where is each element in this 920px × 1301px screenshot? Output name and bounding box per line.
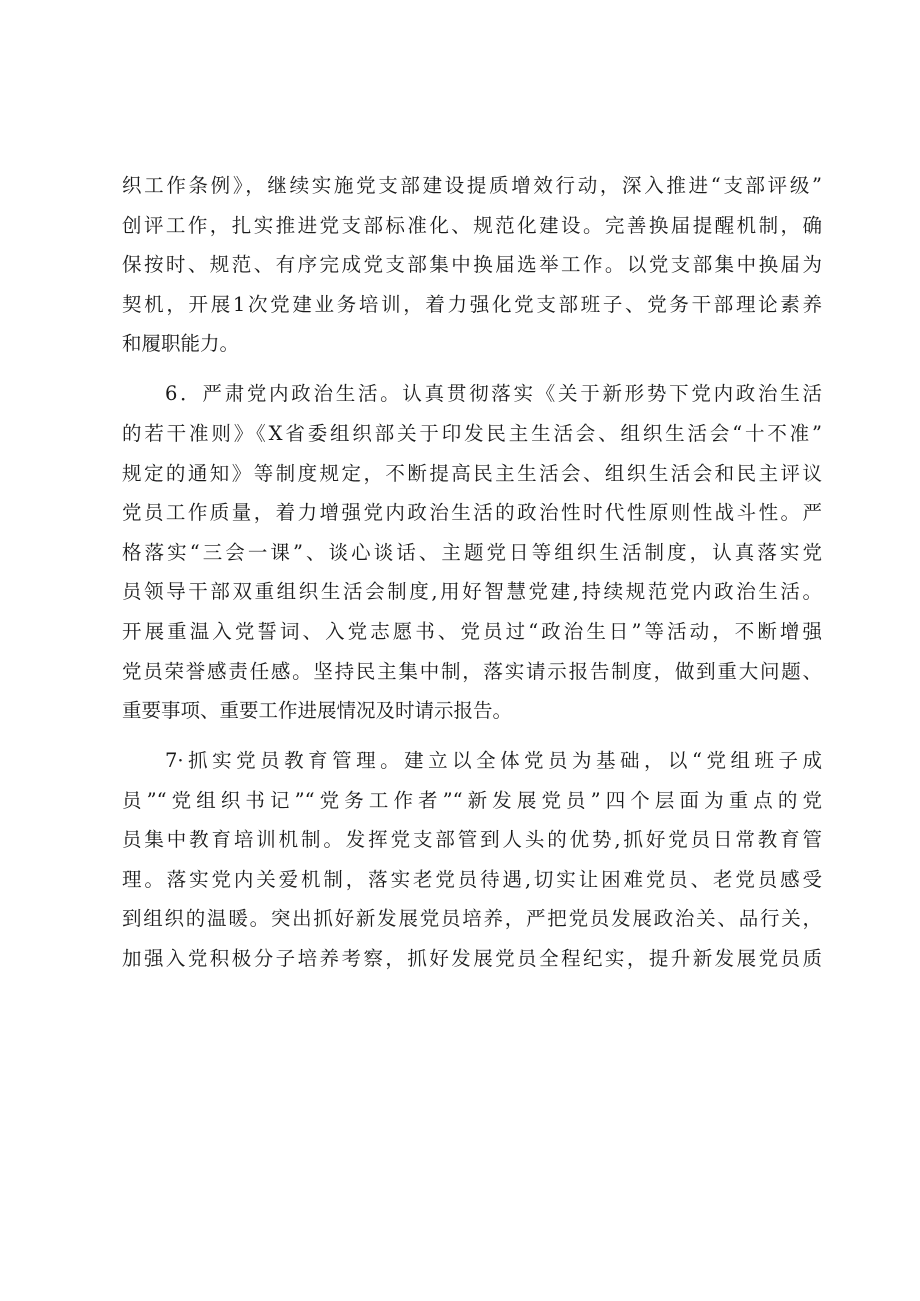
text-line: 创评工作，扎实推进党支部标准化、规范化建设。完善换届提醒机制，确 — [122, 213, 822, 237]
text-line: 保按时、规范、有序完成党支部集中换届选举工作。以党支部集中换届为 — [122, 253, 822, 277]
text-line: 织工作条例》，继续实施党支部建设提质增效行动，深入推进“支部评级” — [122, 174, 822, 197]
paragraph-spacer — [122, 364, 822, 374]
paragraph-7 — [122, 741, 822, 979]
text-line: 重要事项、重要工作进展情况及时请示报告。 — [122, 699, 513, 723]
text-line: 和履职能力。 — [122, 332, 240, 356]
document-body — [122, 166, 822, 979]
text-line: 规定的通知》等制度规定，不断提高民主生活会、组织生活会和民主评议 — [122, 461, 822, 485]
text-line: 员领导干部双重组织生活会制度,用好智慧党建,持续规范党内政治生活。 — [122, 580, 822, 604]
text-line: 契机，开展1次党建业务培训，着力强化党支部班子、党务干部理论素养 — [122, 292, 822, 316]
text-line: 的若干准则》《X省委组织部关于印发民主生活会、组织生活会“十不准” — [122, 421, 822, 445]
text-line: 格落实“三会一课”、谈心谈话、主题党日等组织生活制度，认真落实党 — [122, 540, 822, 564]
text-line: 员”“党组织书记”“党务工作者”“新发展党员”四个层面为重点的党 — [122, 788, 822, 812]
paragraph-6 — [122, 374, 822, 730]
paragraph-spacer — [122, 731, 822, 741]
text-line: 7·抓实党员教育管理。建立以全体党员为基础，以“党组班子成 — [165, 749, 822, 773]
text-line: 到组织的温暖。突出抓好新发展党员培养，严把党员发展政治关、品行关， — [122, 907, 822, 931]
text-line: 党员工作质量，着力增强党内政治生活的政治性时代性原则性战斗性。严 — [122, 501, 822, 525]
paragraph-continuation — [122, 166, 822, 364]
text-line: 6．严肃党内政治生活。认真贯彻落实《关于新形势下党内政治生活 — [165, 382, 822, 406]
text-line: 党员荣誉感责任感。坚持民主集中制，落实请示报告制度，做到重大问题、 — [122, 659, 822, 683]
text-line: 开展重温入党誓词、入党志愿书、党员过“政治生日”等活动，不断增强 — [122, 619, 822, 643]
text-line: 加强入党积极分子培养考察，抓好发展党员全程纪实，提升新发展党员质 — [122, 947, 822, 971]
text-line: 理。落实党内关爱机制，落实老党员待遇,切实让困难党员、老党员感受 — [122, 867, 822, 891]
text-line: 员集中教育培训机制。发挥党支部管到人头的优势,抓好党员日常教育管 — [122, 828, 822, 852]
